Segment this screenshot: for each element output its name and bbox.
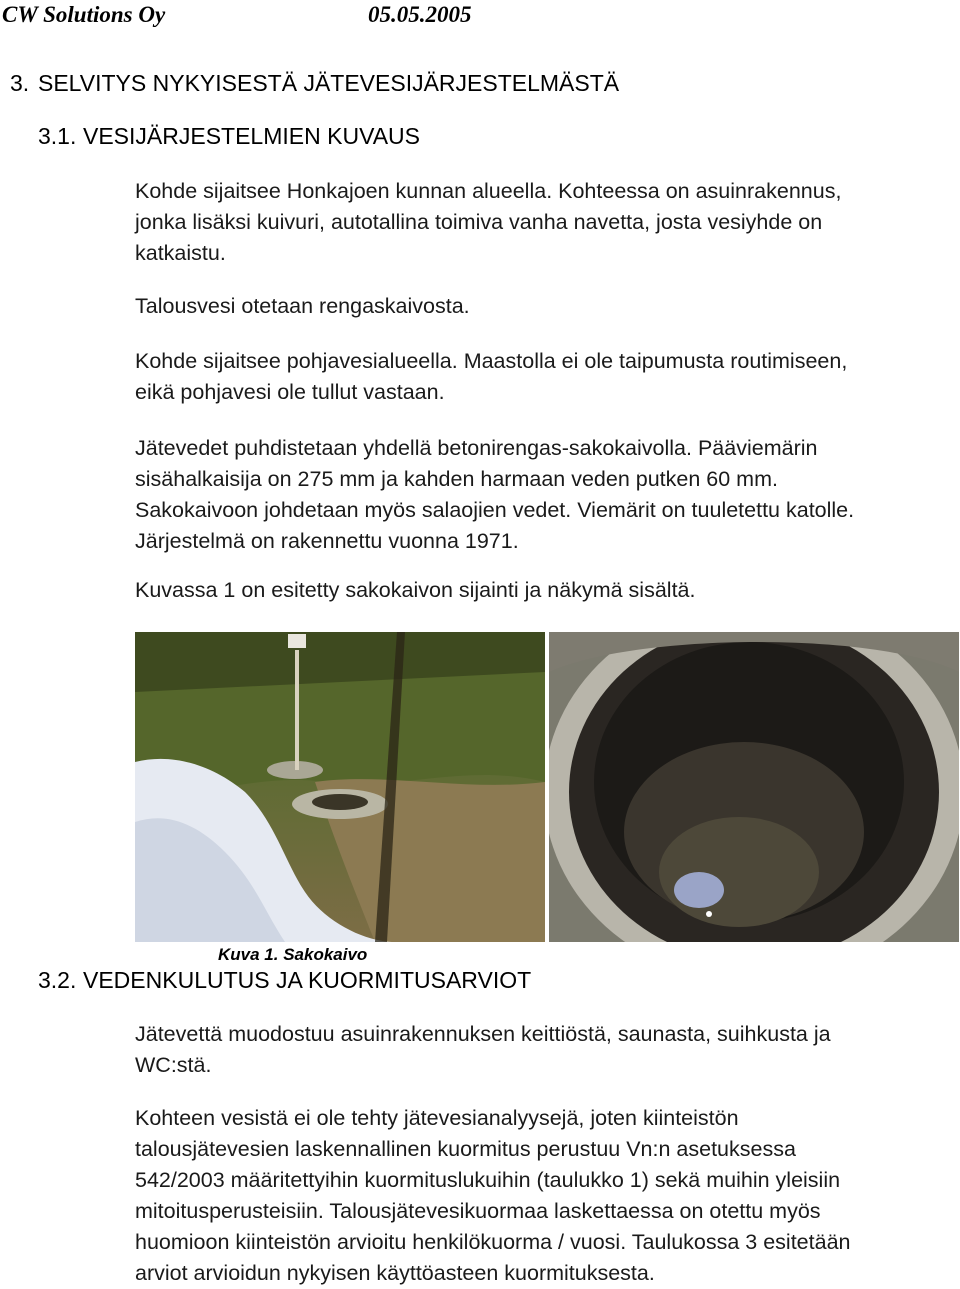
- paragraph-location: Kohde sijaitsee Honkajoen kunnan alueella. Kohteessa on asuinrakennus, jonka lisäksi kuivuri, autotallina toimiva vanha navetta, josta vesiyhde on katkaistu.: [135, 179, 842, 265]
- septic-tank-location-photo: [135, 632, 545, 942]
- page-header: [0, 0, 960, 30]
- paragraph-system: Jätevedet puhdistetaan yhdellä betonirengas-sakokaivolla. Pääviemärin sisähalkaisija on 275 mm ja kahden harmaan veden putken 60 mm. Sakokaivoon johdetaan myös salaojien vedet. Viemärit on tuuletettu katolle. Järjestelmä on rakennettu vuonna 1971.: [135, 436, 855, 553]
- document-date: 05.05.2005: [368, 2, 472, 27]
- section-number: 3.: [10, 70, 30, 96]
- paragraph-wastewater-sources: Jätevettä muodostuu asuinrakennuksen keittiöstä, saunasta, suihkusta ja WC:stä.: [135, 1022, 831, 1077]
- section-number: 3.2.: [38, 967, 77, 993]
- company-name: CW Solutions Oy: [2, 2, 166, 27]
- paragraph-water-source: Talousvesi otetaan rengaskaivosta.: [135, 294, 470, 318]
- section-number: 3.1.: [38, 123, 77, 149]
- septic-tank-interior-photo: [549, 632, 959, 942]
- section-title: VESIJÄRJESTELMIEN KUVAUS: [83, 123, 420, 149]
- section-title: SELVITYS NYKYISESTÄ JÄTEVESIJÄRJESTELMÄSTÄ: [38, 70, 620, 96]
- paragraph-groundwater: Kohde sijaitsee pohjavesialueella. Maastolla ei ole taipumusta routimiseen, eikä pohjavesi ole tullut vastaan.: [135, 349, 848, 404]
- paragraph-load-calculation: Kohteen vesistä ei ole tehty jätevesianalyysejä, joten kiinteistön talousjätevesien laskennallinen kuormitus perustuu Vn:n asetuksessa 542/2003 määritettyihin kuormituslukuihin (taulukko 1) sekä muihin yleisiin mitoitusperusteisiin. Talousjätevesikuormaa laskettaessa on otettu myös huomioon kiinteistön arvioitu henkilökuorma / vuosi. Taulukossa 3 esitetään arviot arvioidun nykyisen käyttöasteen kuormituksesta.: [135, 1106, 851, 1285]
- paragraph-figure-reference: Kuvassa 1 on esitetty sakokaivon sijainti ja näkymä sisältä.: [135, 578, 696, 602]
- section-title: VEDENKULUTUS JA KUORMITUSARVIOT: [83, 967, 532, 993]
- figure-caption: Kuva 1. Sakokaivo: [218, 945, 368, 964]
- figure-photos: [135, 632, 959, 942]
